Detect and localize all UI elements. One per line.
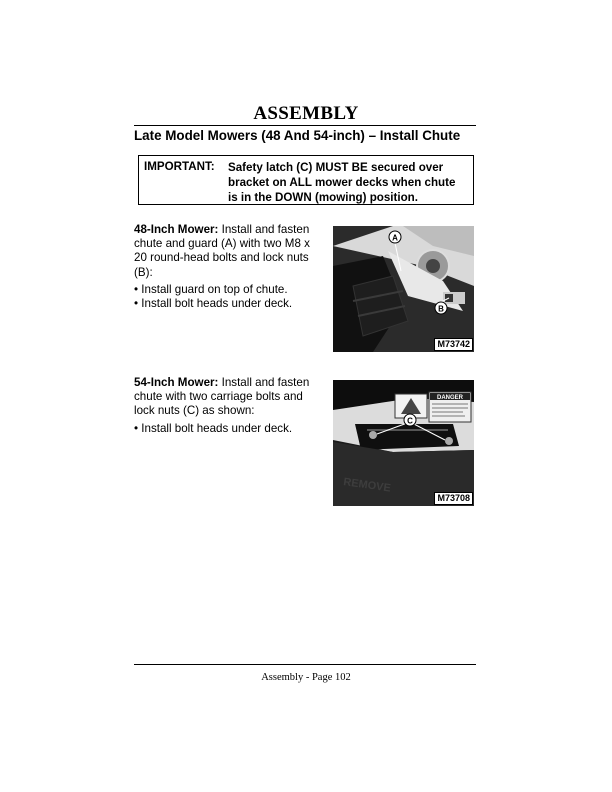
list-item: • Install bolt heads under deck. <box>134 297 293 311</box>
page-title: ASSEMBLY <box>253 103 359 124</box>
section-title: Late Model Mowers (48 And 54-inch) – Install Chute <box>134 128 461 143</box>
callout-b: B <box>438 304 444 314</box>
important-notice-box <box>138 155 474 205</box>
callout-c: C <box>407 416 413 426</box>
mower-48-heading: 48-Inch Mower: <box>134 223 219 236</box>
mower-54-bullet-list <box>134 422 324 436</box>
page-footer: Assembly - Page 102 <box>261 672 351 683</box>
deck-text: REMOVE <box>342 476 392 495</box>
list-item: • Install guard on top of chute. <box>134 282 288 296</box>
figure-m73708-photo <box>333 380 474 506</box>
mower-48-instructions <box>134 223 324 311</box>
figure-m73742-photo <box>333 226 474 352</box>
mower-54-instructions <box>134 376 324 436</box>
mower-chute-photo-illustration <box>333 226 474 352</box>
notice-label: IMPORTANT: <box>144 160 215 173</box>
title-rule <box>134 125 476 126</box>
mower-chute-photo-illustration <box>333 380 474 506</box>
figure-id-label: M73708 <box>434 492 473 505</box>
decal-text: DANGER <box>436 395 464 401</box>
list-item: • Install bolt heads under deck. <box>134 421 293 435</box>
mower-54-heading: 54-Inch Mower: <box>134 376 219 389</box>
mower-54-text: Install and fasten chute with two carriage bolts and lock nuts (C) as shown: <box>134 376 310 418</box>
callout-a: A <box>392 233 398 243</box>
footer-rule <box>134 664 476 665</box>
figure-id-label: M73742 <box>434 338 473 351</box>
mower-48-text: Install and fasten chute and guard (A) with two M8 x 20 round-head bolts and lock nuts (B): <box>134 223 310 279</box>
mower-48-bullet-list <box>134 283 324 311</box>
notice-text: Safety latch (C) MUST BE secured over bracket on ALL mower decks when chute is in the DOWN (mowing) position. <box>228 161 456 204</box>
